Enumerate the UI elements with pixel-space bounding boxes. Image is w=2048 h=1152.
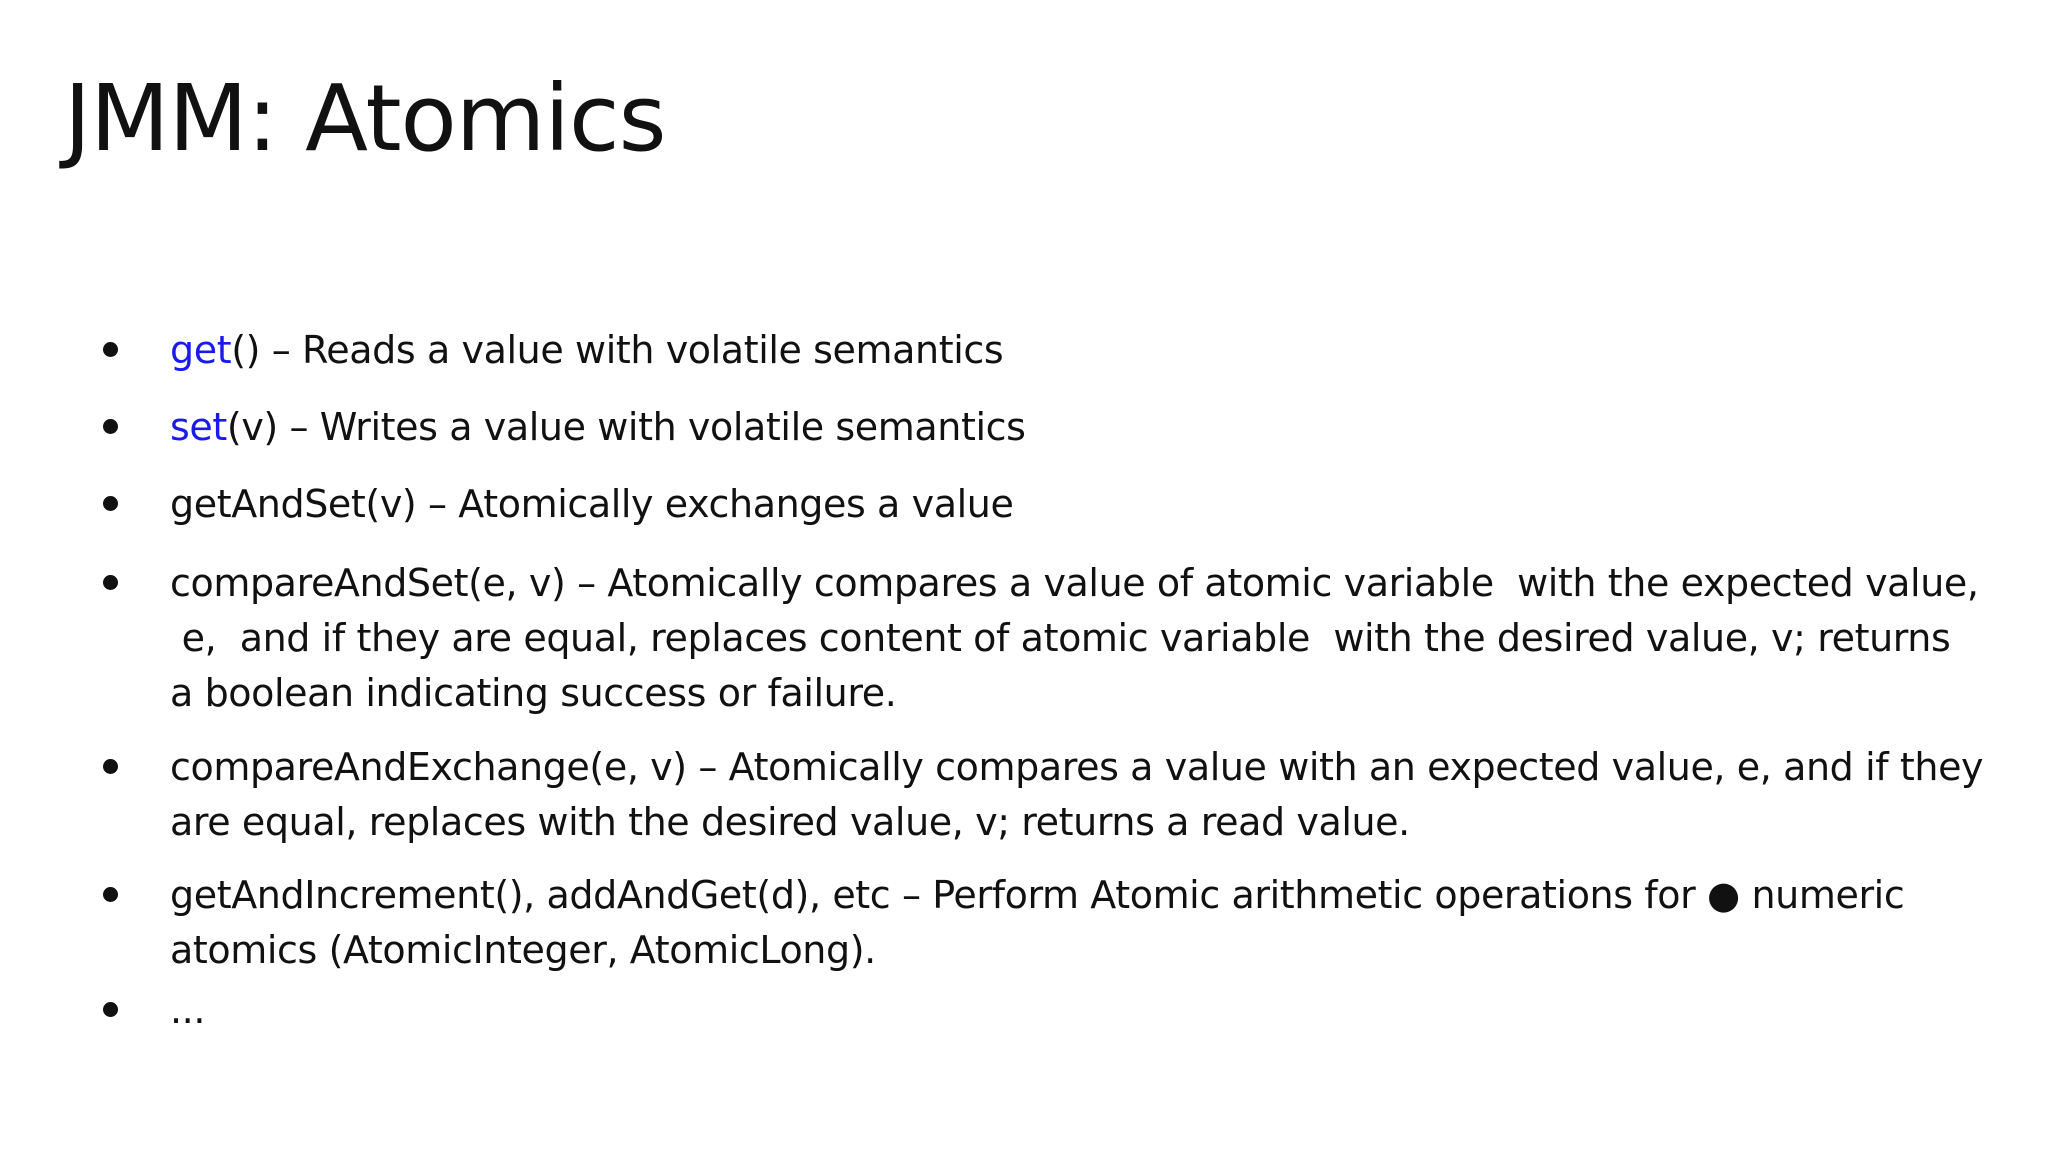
bullet-dot	[103, 419, 118, 434]
bullet-text	[170, 400, 1990, 455]
bullet-text	[170, 868, 1990, 978]
slide-title: JMM: Atomics	[64, 65, 666, 172]
bullet-text	[170, 556, 1990, 721]
bullet-line: getAndIncrement(), addAndGet(d), etc – Perform Atomic arithmetic operations for ● numeric	[170, 873, 1905, 917]
bullet-line: are equal, replaces with the desired value, v; returns a read value.	[170, 800, 1410, 844]
bullet-dot	[103, 887, 118, 902]
bullet-text: getAndSet(v) – Atomically exchanges a value	[170, 482, 1014, 526]
bullet-description: () – Reads a value with volatile semantics	[231, 328, 1004, 372]
bullet-line: a boolean indicating success or failure.	[170, 671, 897, 715]
bullet-text	[170, 323, 1990, 378]
bullet-dot	[103, 759, 118, 774]
bullet-line: atomics (AtomicInteger, AtomicLong).	[170, 928, 876, 972]
bullet-line: compareAndExchange(e, v) – Atomically compares a value with an expected value, e, and if they	[170, 745, 1984, 789]
bullet-text: ...	[170, 988, 206, 1032]
bullet-description: (v) – Writes a value with volatile semantics	[226, 405, 1026, 449]
bullet-dot	[103, 1002, 118, 1017]
bullet-text	[170, 740, 1990, 850]
bullet-line: e, and if they are equal, replaces content of atomic variable with the desired value, v; returns	[170, 616, 1951, 660]
bullet-dot	[103, 496, 118, 511]
bullet-dot	[103, 575, 118, 590]
bullet-line: compareAndSet(e, v) – Atomically compares a value of atomic variable with the expected value,	[170, 561, 1979, 605]
bullet-dot	[103, 342, 118, 357]
method-name-set: set	[170, 405, 227, 449]
method-name-get: get	[170, 328, 232, 372]
